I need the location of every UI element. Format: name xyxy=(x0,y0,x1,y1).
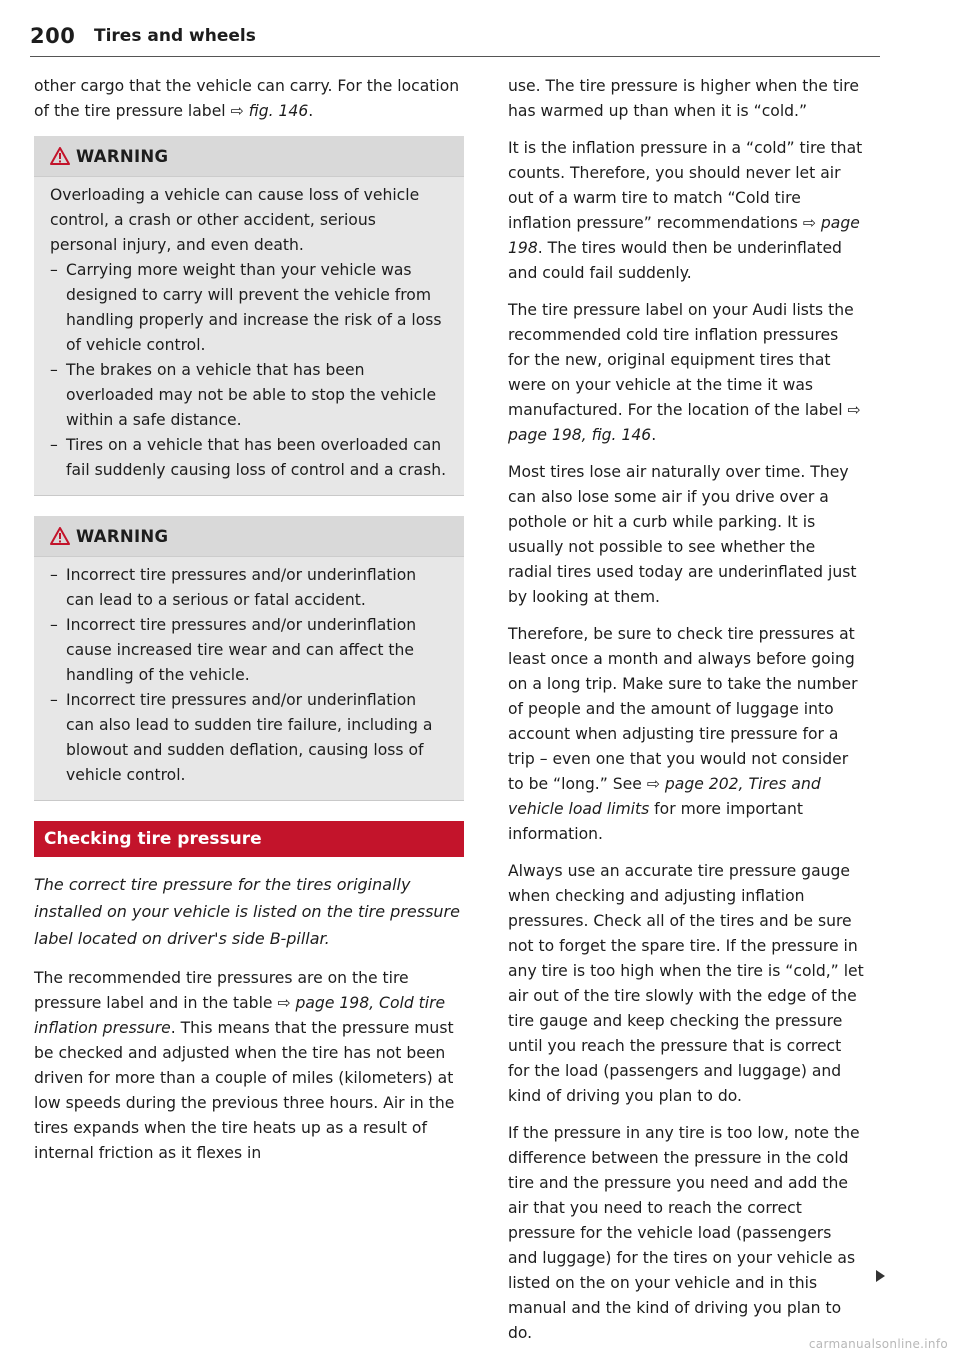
warning-list-item: – The brakes on a vehicle that has been overloaded may not be able to stop the vehicle within a safe distance. xyxy=(50,358,448,433)
warning-title: WARNING xyxy=(76,526,169,546)
page-header xyxy=(30,20,880,57)
right-column xyxy=(508,74,864,1358)
warning-text: Overloading a vehicle can cause loss of vehicle control, a crash or other accident, serious personal injury, and even death. xyxy=(50,186,420,254)
warning-triangle-icon xyxy=(50,147,70,165)
left-intro-paragraph: other cargo that the vehicle can carry. For the location of the tire pressure label ⇨ fig. 146. xyxy=(34,77,460,120)
page-198-fig-146-link[interactable]: ⇨ page 198, fig. 146 xyxy=(508,401,861,444)
warning-header xyxy=(34,516,464,557)
warning-triangle-icon xyxy=(50,527,70,545)
left-paragraph: The recommended tire pressures are on the tire pressure label and in the table ⇨ page 198, Cold tire inflation pressure. This means that the pressure must be checked and adjusted when the tire has not been driven for more than a couple of miles (kilometers) at low speeds during the previous three hours. Air in the tires expands when the tire heats up as a result of internal friction as it flexes in xyxy=(34,969,455,1162)
warning-list xyxy=(50,258,448,483)
right-paragraph: Therefore, be sure to check tire pressures at least once a month and always before going on a long trip. Make sure to take the number of people and the amount of luggage into account when adjusting tire pressure for a trip – even one that you would not consider to be “long.” See ⇨ page 202, Tires and vehicle load limits for more important information. xyxy=(508,625,858,843)
warning-list-item: – Incorrect tire pressures and/or underinflation can also lead to sudden tire failure, including a blowout and sudden deflation, causing loss of vehicle control. xyxy=(50,688,448,788)
warning-box-underinflation xyxy=(34,516,464,801)
right-paragraph: If the pressure in any tire is too low, note the difference between the pressure in the cold tire and the pressure you need and add the air that you need to reach the correct pressure for the vehicle load (passengers and luggage) for the tires on your vehicle as listed on the on your vehicle and in this manual and the kind of driving you plan to do. xyxy=(508,1124,860,1342)
warning-list-item: – Tires on a vehicle that has been overloaded can fail suddenly causing loss of control and a crash. xyxy=(50,433,448,483)
warning-list xyxy=(50,563,448,788)
section-intro: The correct tire pressure for the tires originally installed on your vehicle is listed on the tire pressure label located on driver's side B-pillar. xyxy=(34,875,460,948)
tires-and-vehicle-load-limits-link[interactable]: ⇨ page 202, Tires and vehicle load limits xyxy=(508,775,821,818)
warning-box-overloading xyxy=(34,136,464,496)
left-column xyxy=(34,74,464,1178)
watermark: carmanualsonline.info xyxy=(808,1337,948,1351)
right-paragraph: use. The tire pressure is higher when the tire has warmed up than when it is “cold.” xyxy=(508,77,859,120)
right-paragraph: It is the inflation pressure in a “cold” tire that counts. Therefore, you should never let air out of a warm tire to match “Cold tire inflation pressure” recommendations ⇨ page 198. The tires would then be underinflated and could fail suddenly. xyxy=(508,139,863,282)
right-paragraph: Always use an accurate tire pressure gauge when checking and adjusting inflation pressures. Check all of the tires and be sure not to forget the spare tire. If the pressure in any tire is too high when the tire is “cold,” let air out of the tire slowly with the edge of the tire gauge and keep checking the pressure until you reach the pressure that is correct for the load (passengers and luggage) and kind of driving you plan to do. xyxy=(508,862,864,1105)
warning-list-item: – Incorrect tire pressures and/or underinflation cause increased tire wear and can affect the handling of the vehicle. xyxy=(50,613,448,688)
page-number: 200 xyxy=(30,24,76,48)
warning-list-item: – Incorrect tire pressures and/or underinflation can lead to a serious or fatal accident. xyxy=(50,563,448,613)
continue-arrow-icon xyxy=(876,1270,885,1282)
warning-list-item: – Carrying more weight than your vehicle was designed to carry will prevent the vehicle from handling properly and increase the risk of a loss of vehicle control. xyxy=(50,258,448,358)
section-heading-checking-tire-pressure: Checking tire pressure xyxy=(34,821,464,857)
right-paragraph: Most tires lose air naturally over time. They can also lose some air if you drive over a pothole or hit a curb while parking. It is usually not possible to see whether the radial tires used today are underinflated just by looking at them. xyxy=(508,463,857,606)
section-title: Tires and wheels xyxy=(94,26,256,46)
cold-tire-inflation-link[interactable]: ⇨ page 198, Cold tire inflation pressure xyxy=(34,994,446,1037)
page-198-link[interactable]: ⇨ page 198 xyxy=(508,214,860,257)
fig-146-link[interactable]: ⇨ fig. 146 xyxy=(230,102,309,120)
right-paragraph: The tire pressure label on your Audi lists the recommended cold tire inflation pressures for the new, original equipment tires that were on your vehicle at the time it was manufactured. For the location of the label ⇨ page 198, fig. 146. xyxy=(508,301,861,444)
warning-title: WARNING xyxy=(76,146,169,166)
warning-header xyxy=(34,136,464,177)
